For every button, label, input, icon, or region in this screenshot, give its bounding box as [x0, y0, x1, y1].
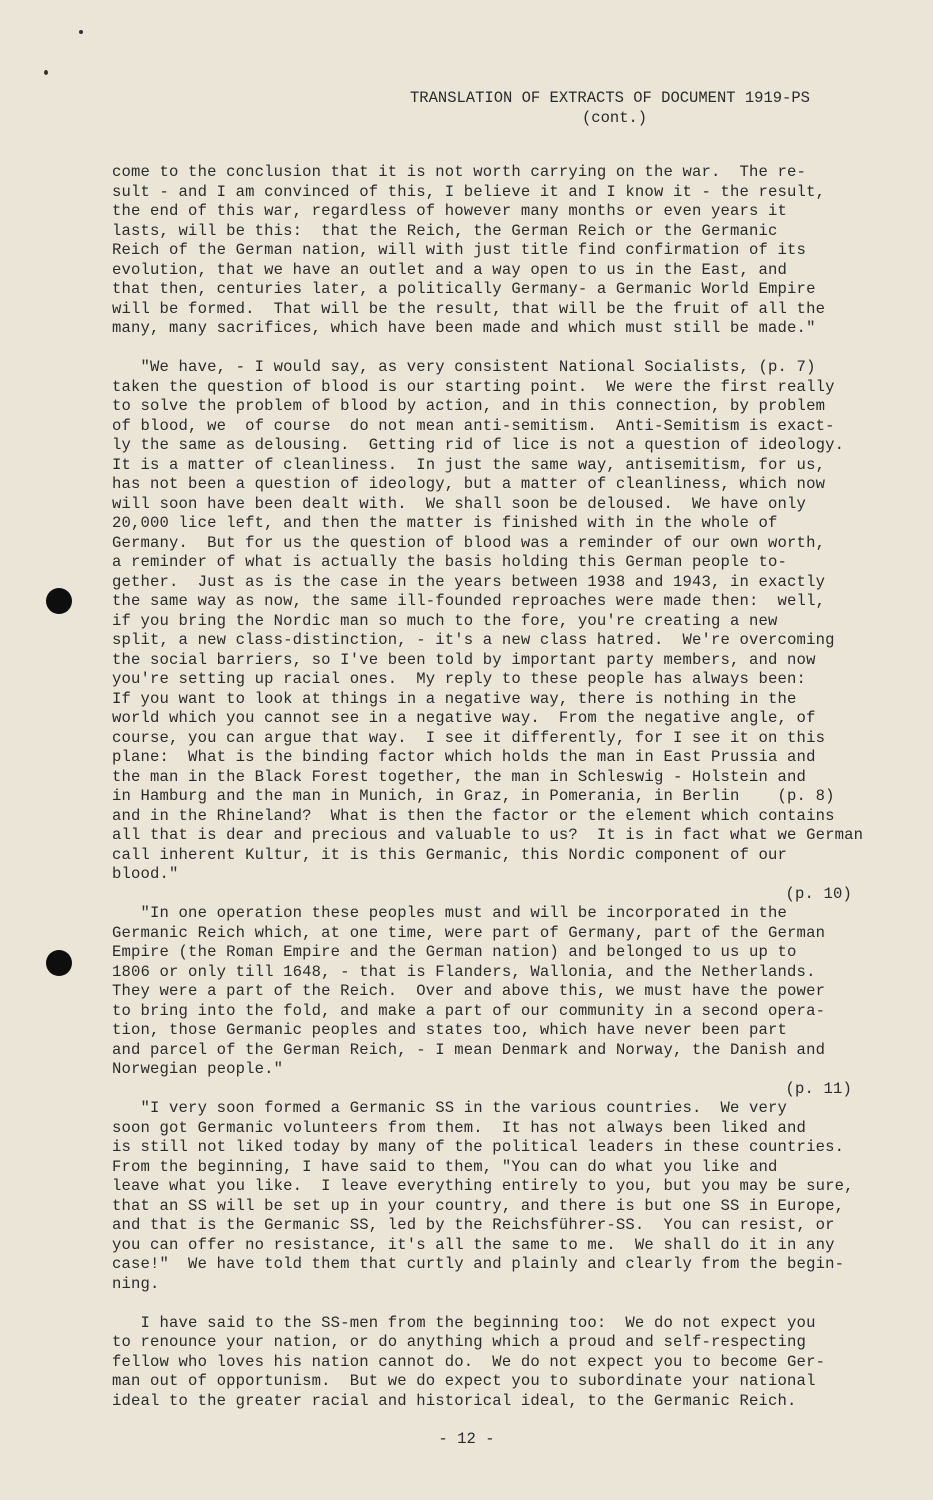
header-subtitle: (cont.)	[582, 109, 648, 127]
text-line: and in the Rhineland? What is then the factor or the element which contains	[112, 806, 835, 825]
text-line: ideal to the greater racial and historical ideal, to the Germanic Reich.	[112, 1391, 797, 1410]
text-line: fellow who loves his nation cannot do. We do not expect you to become Ger-	[112, 1352, 826, 1371]
text-line: in Hamburg and the man in Munich, in Graz, in Pomerania, in Berlin (p. 8)	[112, 787, 835, 805]
paragraph-gap	[112, 339, 882, 359]
text-line: It is a matter of cleanliness. In just the same way, antisemitism, for us,	[112, 455, 826, 474]
text-line: will soon have been dealt with. We shall soon be deloused. We have only	[112, 494, 807, 513]
text-line: of blood, we of course do not mean anti-semitism. Anti-Semitism is exact-	[112, 416, 835, 435]
text-line: to solve the problem of blood by action, and in this connection, by problem	[112, 397, 826, 415]
text-line: world which you cannot see in a negative way. From the negative angle, of	[112, 709, 816, 727]
paragraph	[112, 1080, 882, 1295]
text-line: all that is dear and precious and valuable to us? It is in fact what we German	[112, 826, 864, 844]
page-number: - 12 -	[438, 1430, 495, 1448]
text-line: has not been a question of ideology, but a matter of cleanliness, which now	[112, 475, 826, 493]
text-line: sult - and I am convinced of this, I believe it and I know it - the result,	[112, 182, 826, 201]
text-line: blood."	[112, 865, 179, 883]
text-line: lasts, will be this: that the Reich, the German Reich or the Germanic	[112, 221, 778, 240]
text-line: Germanic Reich which, at one time, were part of Germany, part of the German	[112, 923, 826, 942]
text-line: many, many sacrifices, which have been made and which must still be made."	[112, 319, 816, 337]
text-line: you're setting up racial ones. My reply to these people has always been:	[112, 670, 807, 688]
text-line: gether. Just as is the case in the years between 1938 and 1943, in exactly	[112, 572, 826, 591]
text-line: come to the conclusion that it is not worth carrying on the war. The re-	[112, 163, 807, 181]
punch-hole-top	[46, 588, 72, 614]
text-line: Empire (the Roman Empire and the German nation) and belonged to us up to	[112, 943, 797, 961]
text-line: you can offer no resistance, it's all the same to me. We shall do it in any	[112, 1235, 835, 1254]
text-line: leave what you like. I leave everything entirely to you, but you may be sure,	[112, 1177, 854, 1195]
page-reference: (p. 11)	[785, 1079, 852, 1098]
text-line: ly the same as delousing. Getting rid of lice is not a question of ideology.	[112, 436, 845, 454]
text-line: tion, those Germanic peoples and states too, which have never been part	[112, 1021, 788, 1039]
paragraph	[112, 358, 882, 885]
text-line: 20,000 lice left, and then the matter is finished with in the whole of	[112, 514, 778, 532]
text-line: They were a part of the Reich. Over and above this, we must have the power	[112, 982, 826, 1000]
text-line: that an SS will be set up in your country, and there is but one SS in Europe,	[112, 1196, 845, 1215]
text-line: the same way as now, the same ill-founded reproaches were made then: well,	[112, 592, 826, 610]
text-line: evolution, that we have an outlet and a way open to us in the East, and	[112, 260, 788, 279]
text-line: Norwegian people."	[112, 1060, 284, 1078]
text-line: soon got Germanic volunteers from them. It has not always been liked and	[112, 1118, 807, 1137]
header-title: TRANSLATION OF EXTRACTS OF DOCUMENT 1919-PS	[410, 89, 810, 107]
document-header	[410, 88, 870, 128]
text-line: Reich of the German nation, will with just title find confirmation of its	[112, 241, 807, 259]
text-line: a reminder of what is actually the basis holding this German people to-	[112, 553, 788, 571]
paragraph	[112, 163, 882, 339]
text-line: to bring into the fold, and make a part of our community in a second opera-	[112, 1001, 826, 1020]
punch-hole-bottom	[46, 950, 72, 976]
paper-speck	[44, 70, 48, 75]
text-line: From the beginning, I have said to them, "You can do what you like and	[112, 1157, 778, 1176]
text-line: if you bring the Nordic man so much to the fore, you're creating a new	[112, 611, 778, 630]
text-line: that then, centuries later, a politically Germany- a Germanic World Empire	[112, 280, 816, 298]
text-line: to renounce your nation, or do anything which a proud and self-respecting	[112, 1333, 807, 1351]
text-line: 1806 or only till 1648, - that is Flanders, Wallonia, and the Netherlands.	[112, 962, 816, 981]
paragraph-gap	[112, 1294, 882, 1314]
text-line: Germany. But for us the question of blood was a reminder of our own worth,	[112, 533, 826, 552]
text-line: the social barriers, so I've been told by important party members, and now	[112, 650, 816, 669]
document-body	[112, 163, 882, 1411]
text-line: man out of opportunism. But we do expect you to subordinate your national	[112, 1372, 816, 1390]
text-line: taken the question of blood is our starting point. We were the first really	[112, 377, 835, 396]
page-reference: (p. 10)	[785, 884, 852, 903]
text-line: ning.	[112, 1274, 160, 1293]
text-line: the man in the Black Forest together, the man in Schleswig - Holstein and	[112, 767, 807, 786]
text-line: "I very soon formed a Germanic SS in the various countries. We very	[112, 1099, 788, 1117]
text-line: course, you can argue that way. I see it differently, for I see it on this	[112, 728, 826, 747]
paragraph	[112, 885, 882, 1080]
text-line: case!" We have told them that curtly and plainly and clearly from the begin-	[112, 1255, 845, 1273]
text-line: plane: What is the binding factor which holds the man in East Prussia and	[112, 748, 816, 766]
text-line: I have said to the SS-men from the beginning too: We do not expect you	[112, 1313, 816, 1332]
text-line: is still not liked today by many of the political leaders in these countries.	[112, 1138, 845, 1156]
text-line: the end of this war, regardless of however many months or even years it	[112, 202, 788, 220]
paragraph	[112, 1314, 882, 1412]
text-line: will be formed. That will be the result, that will be the fruit of all the	[112, 299, 826, 318]
text-line: call inherent Kultur, it is this Germanic, this Nordic component of our	[112, 845, 788, 864]
text-line: If you want to look at things in a negative way, there is nothing in the	[112, 689, 797, 708]
text-line: "We have, - I would say, as very consistent National Socialists, (p. 7)	[112, 358, 816, 376]
text-line: and that is the Germanic SS, led by the Reichsführer-SS. You can resist, or	[112, 1216, 835, 1234]
text-line: split, a new class-distinction, - it's a new class hatred. We're overcoming	[112, 631, 835, 649]
text-line: "In one operation these peoples must and will be incorporated in the	[112, 904, 788, 922]
text-line: and parcel of the German Reich, - I mean Denmark and Norway, the Danish and	[112, 1040, 826, 1059]
paper-speck	[79, 30, 83, 34]
